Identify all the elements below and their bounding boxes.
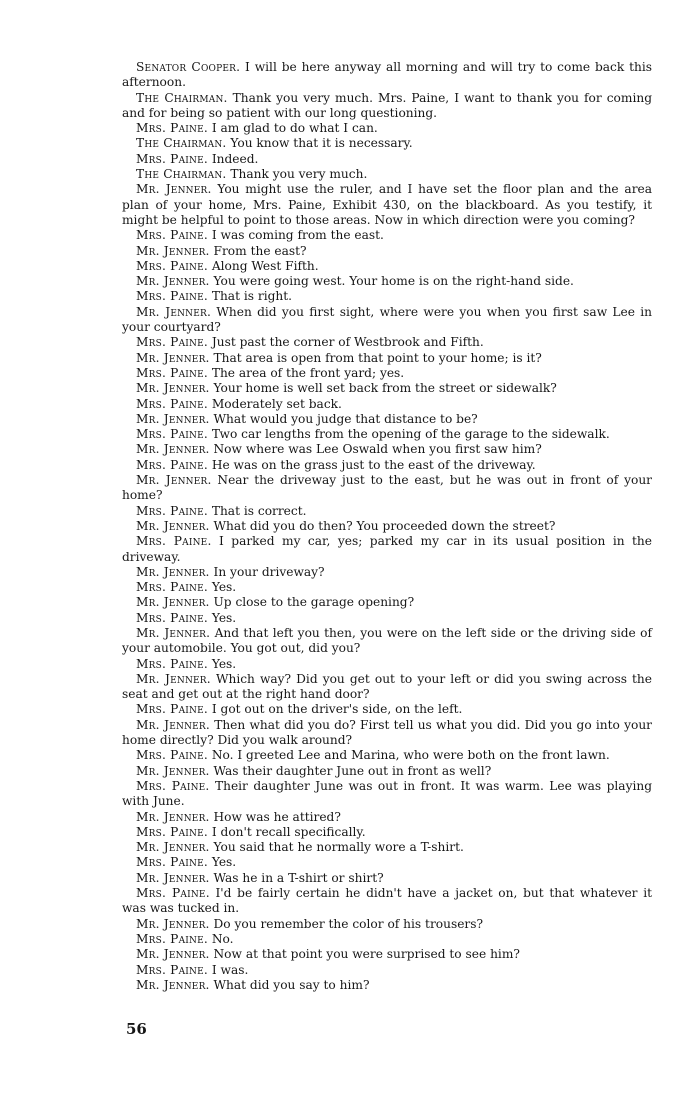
- utterance-text: That is right.: [211, 289, 293, 304]
- speaker-name: Mrs. Paine.: [136, 121, 208, 136]
- testimony-paragraph: [122, 274, 652, 289]
- testimony-paragraph: [122, 442, 652, 457]
- testimony-paragraph: [122, 855, 652, 870]
- speaker-name: Mrs. Paine.: [136, 289, 208, 304]
- speaker-name: Mr. Jenner.: [136, 381, 210, 396]
- testimony-paragraph: [122, 305, 652, 336]
- speaker-name: Mrs. Paine.: [136, 778, 210, 793]
- speaker-name: Mr. Jenner.: [136, 473, 212, 488]
- utterance-text: The area of the front yard; yes.: [211, 365, 405, 380]
- utterance-text: Your home is well set back from the street or sidewalk?: [213, 381, 557, 396]
- utterance-text: Was their daughter June out in front as well?: [213, 763, 492, 778]
- testimony-paragraph: [122, 626, 652, 657]
- utterance-text: You might use the ruler, and I have set the floor plan and the area plan of your home, Mrs. Paine, Exhibit 430, on the blackboard. As you testify, it might be helpful to point to those areas. Now in which direction were you coming?: [122, 182, 652, 227]
- speaker-name: Mr. Jenner.: [136, 243, 210, 258]
- testimony-paragraph: [122, 779, 652, 810]
- speaker-name: Mr. Jenner.: [136, 916, 210, 931]
- speaker-name: Mr. Jenner.: [136, 763, 210, 778]
- utterance-text: In your driveway?: [213, 564, 325, 579]
- testimony-paragraph: [122, 458, 652, 473]
- utterance-text: He was on the grass just to the east of the driveway.: [211, 457, 536, 472]
- testimony-paragraph: [122, 427, 652, 442]
- speaker-name: Mr. Jenner.: [136, 595, 210, 610]
- speaker-name: Mrs. Paine.: [136, 855, 208, 870]
- speaker-name: Mr. Jenner.: [136, 625, 211, 640]
- testimony-paragraph: [122, 136, 652, 151]
- testimony-paragraph: [122, 917, 652, 932]
- speaker-name: Mrs. Paine.: [136, 962, 208, 977]
- speaker-name: Mr. Jenner.: [136, 977, 210, 992]
- utterance-text: Moderately set back.: [211, 396, 342, 411]
- testimony-paragraph: [122, 932, 652, 947]
- speaker-name: Mr. Jenner.: [136, 870, 210, 885]
- utterance-text: Thank you very much.: [230, 167, 368, 182]
- speaker-name: Mrs. Paine.: [136, 151, 208, 166]
- testimony-paragraph: [122, 182, 652, 228]
- speaker-name: The Chairman.: [136, 167, 227, 182]
- utterance-text: I will be here anyway all morning and will try to come back this afternoon.: [122, 60, 652, 90]
- testimony-paragraph: [122, 886, 652, 917]
- utterance-text: I'd be fairly certain he didn't have a jacket on, but that whatever it was was tucked in.: [122, 886, 652, 916]
- speaker-name: Mrs. Paine.: [136, 427, 208, 442]
- utterance-text: Now where was Lee Oswald when you first saw him?: [213, 442, 542, 457]
- utterance-text: Do you remember the color of his trousers?: [213, 916, 484, 931]
- utterance-text: You know that it is necessary.: [230, 136, 413, 151]
- testimony-paragraph: [122, 473, 652, 504]
- testimony-paragraph: [122, 167, 652, 182]
- speaker-name: Mr. Jenner.: [136, 671, 211, 686]
- speaker-name: Mrs. Paine.: [136, 258, 208, 273]
- utterance-text: Then what did you do? First tell us what you did. Did you go into your home directly? Did you walk around?: [122, 717, 652, 748]
- testimony-paragraph: [122, 366, 652, 381]
- utterance-text: What did you do then? You proceeded down the street?: [213, 518, 556, 533]
- speaker-name: Mrs. Paine.: [136, 335, 208, 350]
- testimony-paragraph: [122, 840, 652, 855]
- speaker-name: Mrs. Paine.: [136, 656, 208, 671]
- testimony-paragraph: [122, 580, 652, 595]
- testimony-paragraph: [122, 825, 652, 840]
- testimony-paragraph: [122, 978, 652, 993]
- speaker-name: Mrs. Paine.: [136, 534, 212, 549]
- utterance-text: What would you judge that distance to be?: [213, 411, 478, 426]
- utterance-text: Yes.: [211, 580, 237, 595]
- speaker-name: Mrs. Paine.: [136, 702, 208, 717]
- testimony-paragraph: [122, 657, 652, 672]
- speaker-name: Mr. Jenner.: [136, 840, 210, 855]
- utterance-text: And that left you then, you were on the left side or the driving side of your automobile. You got out, did you?: [122, 625, 652, 656]
- testimony-paragraph: [122, 534, 652, 565]
- speaker-name: Mr. Jenner.: [136, 274, 210, 289]
- utterance-text: Yes.: [211, 610, 237, 625]
- utterance-text: I was coming from the east.: [211, 228, 384, 243]
- page-number: 56: [126, 1020, 147, 1038]
- testimony-paragraph: [122, 504, 652, 519]
- speaker-name: Mrs. Paine.: [136, 503, 208, 518]
- utterance-text: Yes.: [211, 855, 237, 870]
- speaker-name: The Chairman.: [136, 136, 227, 151]
- speaker-name: Mr. Jenner.: [136, 518, 210, 533]
- testimony-paragraph: [122, 152, 652, 167]
- utterance-text: No. I greeted Lee and Marina, who were both on the front lawn.: [211, 748, 610, 763]
- utterance-text: Their daughter June was out in front. It was warm. Lee was playing with June.: [122, 778, 653, 809]
- testimony-paragraph: [122, 259, 652, 274]
- testimony-paragraph: [122, 611, 652, 626]
- utterance-text: I parked my car, yes; parked my car in its usual position in the driveway.: [122, 534, 652, 564]
- testimony-transcript: [122, 60, 652, 993]
- utterance-text: Up close to the garage opening?: [213, 595, 415, 610]
- testimony-paragraph: [122, 397, 652, 412]
- speaker-name: Mrs. Paine.: [136, 365, 208, 380]
- testimony-paragraph: [122, 565, 652, 580]
- speaker-name: Mrs. Paine.: [136, 610, 208, 625]
- utterance-text: Two car lengths from the opening of the garage to the sidewalk.: [211, 427, 610, 442]
- testimony-paragraph: [122, 351, 652, 366]
- testimony-paragraph: [122, 519, 652, 534]
- speaker-name: Mrs. Paine.: [136, 228, 208, 243]
- speaker-name: Senator Cooper.: [136, 60, 241, 74]
- speaker-name: Mrs. Paine.: [136, 457, 208, 472]
- testimony-paragraph: [122, 748, 652, 763]
- utterance-text: Thank you very much. Mrs. Paine, I want to thank you for coming and for being so patient with our long questioning.: [122, 90, 652, 120]
- utterance-text: Along West Fifth.: [211, 258, 319, 273]
- speaker-name: Mrs. Paine.: [136, 886, 210, 901]
- utterance-text: I don't recall specifically.: [211, 824, 366, 839]
- utterance-text: No.: [211, 931, 234, 946]
- testimony-paragraph: [122, 60, 652, 91]
- utterance-text: I am glad to do what I can.: [211, 121, 378, 136]
- utterance-text: When did you first sight, where were you when you first saw Lee in your courtyard?: [122, 304, 652, 335]
- speaker-name: The Chairman.: [136, 90, 228, 105]
- speaker-name: Mrs. Paine.: [136, 748, 208, 763]
- utterance-text: Just past the corner of Westbrook and Fifth.: [211, 335, 484, 350]
- speaker-name: Mrs. Paine.: [136, 931, 208, 946]
- speaker-name: Mrs. Paine.: [136, 824, 208, 839]
- utterance-text: Which way? Did you get out to your left or did you swing across the seat and get out at the right hand door?: [122, 671, 652, 702]
- speaker-name: Mr. Jenner.: [136, 350, 210, 365]
- testimony-paragraph: [122, 702, 652, 717]
- testimony-paragraph: [122, 381, 652, 396]
- utterance-text: You were going west. Your home is on the right-hand side.: [213, 274, 574, 289]
- testimony-paragraph: [122, 871, 652, 886]
- testimony-paragraph: [122, 335, 652, 350]
- utterance-text: I was.: [211, 962, 249, 977]
- testimony-paragraph: [122, 595, 652, 610]
- utterance-text: That is correct.: [211, 503, 307, 518]
- testimony-paragraph: [122, 412, 652, 427]
- utterance-text: What did you say to him?: [213, 977, 370, 992]
- utterance-text: From the east?: [213, 243, 307, 258]
- utterance-text: Yes.: [211, 656, 237, 671]
- testimony-paragraph: [122, 718, 652, 749]
- speaker-name: Mr. Jenner.: [136, 564, 210, 579]
- testimony-paragraph: [122, 289, 652, 304]
- testimony-paragraph: [122, 672, 652, 703]
- speaker-name: Mr. Jenner.: [136, 947, 210, 962]
- speaker-name: Mrs. Paine.: [136, 396, 208, 411]
- testimony-paragraph: [122, 963, 652, 978]
- testimony-paragraph: [122, 947, 652, 962]
- utterance-text: I got out on the driver's side, on the left.: [211, 702, 463, 717]
- speaker-name: Mr. Jenner.: [136, 411, 210, 426]
- testimony-paragraph: [122, 764, 652, 779]
- speaker-name: Mr. Jenner.: [136, 182, 212, 197]
- testimony-paragraph: [122, 228, 652, 243]
- speaker-name: Mr. Jenner.: [136, 304, 212, 319]
- utterance-text: That area is open from that point to your home; is it?: [213, 350, 542, 365]
- utterance-text: Now at that point you were surprised to see him?: [213, 947, 520, 962]
- speaker-name: Mr. Jenner.: [136, 809, 210, 824]
- utterance-text: Indeed.: [211, 151, 259, 166]
- testimony-paragraph: [122, 810, 652, 825]
- utterance-text: You said that he normally wore a T-shirt.: [213, 840, 464, 855]
- utterance-text: Near the driveway just to the east, but he was out in front of your home?: [122, 473, 652, 503]
- speaker-name: Mr. Jenner.: [136, 717, 210, 732]
- utterance-text: How was he attired?: [213, 809, 341, 824]
- speaker-name: Mr. Jenner.: [136, 442, 210, 457]
- testimony-paragraph: [122, 244, 652, 259]
- testimony-paragraph: [122, 91, 652, 122]
- utterance-text: Was he in a T-shirt or shirt?: [213, 870, 384, 885]
- speaker-name: Mrs. Paine.: [136, 580, 208, 595]
- testimony-paragraph: [122, 121, 652, 136]
